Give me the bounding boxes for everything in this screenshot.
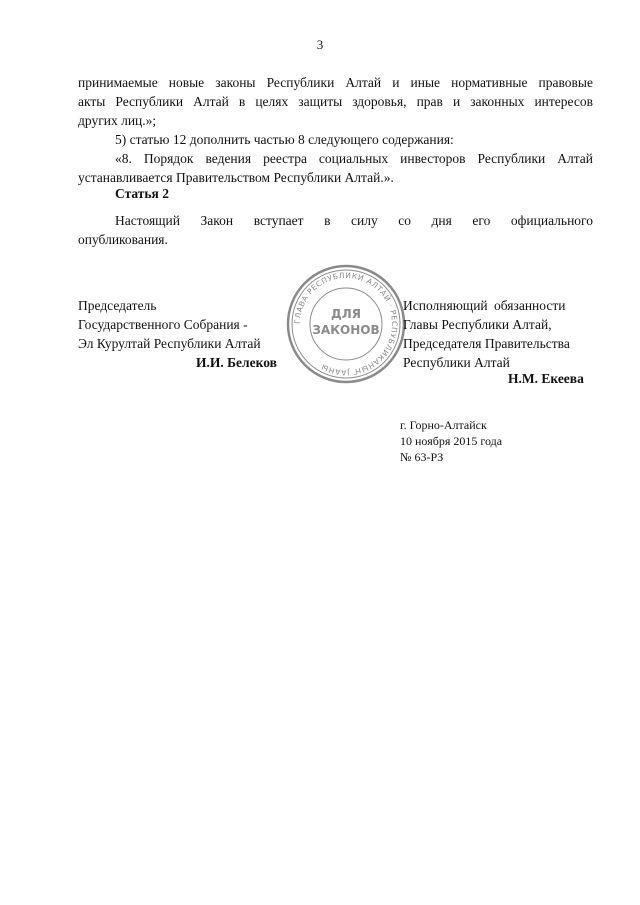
stamp-ring-text: ГЛАВА РЕСПУБЛИКИ АЛТАЙ · РЕСПУБЛИКАНЫҤ ЈААНЫ (292, 270, 400, 378)
paragraph-line: «8. Порядок ведения реестра социальных инвесторов Республики Алтай (115, 151, 593, 166)
law-number: № 63-РЗ (400, 450, 444, 464)
paragraph-line: акты Республики Алтай в целях защиты здоровья, прав и законных интересов (78, 94, 593, 109)
paragraph-line: опубликования. (78, 232, 168, 247)
right-signatory-title: Республики Алтай (403, 355, 510, 370)
left-signatory-title: Эл Курултай Республики Алтай (78, 336, 261, 351)
stamp-center-top: ДЛЯ (331, 307, 361, 321)
date: 10 ноября 2015 года (400, 434, 503, 448)
official-stamp (284, 262, 408, 386)
paragraph-line: устанавливается Правительством Республики Алтай.». (78, 170, 394, 185)
paragraph-amendment: 5) статью 12 дополнить частью 8 следующего содержания: (115, 132, 454, 147)
paragraph-line: других лиц.»; (78, 113, 157, 128)
right-signatory-title: Председателя Правительства (403, 336, 570, 351)
right-signatory-name: Н.М. Екеева (508, 371, 584, 386)
right-signatory-title: Главы Республики Алтай, (403, 317, 552, 332)
stamp-center-bottom: ЗАКОНОВ (312, 323, 380, 337)
paragraph-line: Настоящий Закон вступает в силу со дня его официального (115, 213, 593, 228)
city: г. Горно-Алтайск (400, 418, 487, 432)
right-signatory-title: Исполняющий обязанности (403, 298, 566, 313)
page-number: 3 (316, 37, 324, 52)
left-signatory-name: И.И. Белеков (196, 355, 277, 370)
left-signatory-title: Государственного Собрания - (78, 317, 248, 332)
paragraph-line: принимаемые новые законы Республики Алтай и иные нормативные правовые (78, 75, 593, 90)
left-signatory-title: Председатель (78, 298, 157, 313)
document-footer (400, 417, 502, 465)
article-heading: Статья 2 (115, 186, 169, 201)
